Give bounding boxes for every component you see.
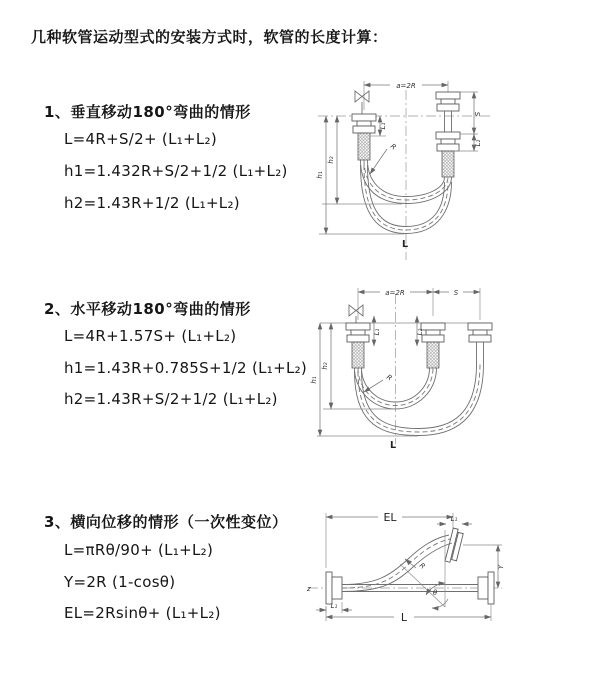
section-2-formula-h2: h2=1.43R+S/2+1/2 (L₁+L₂)	[64, 390, 278, 408]
dim-label-l1: L₁	[379, 122, 387, 130]
dimension-l1-top	[437, 515, 472, 524]
dim-label-s: S	[453, 289, 459, 297]
dim-label-L: L	[389, 440, 397, 451]
flange-right-upper	[436, 92, 460, 111]
diagram-lateral-displacement	[296, 498, 596, 673]
braided-hose-right	[442, 151, 454, 177]
flange-left	[326, 572, 342, 604]
dim-label-s: S	[474, 111, 482, 117]
dimension-s	[433, 289, 480, 297]
pipe-right	[445, 111, 452, 132]
diagram-horizontal-180-bend	[306, 276, 596, 454]
dim-label-r: R	[388, 142, 398, 152]
section-2-formula-L: L=4R+1.57S+ (L₁+L₂)	[64, 327, 237, 345]
valve-icon	[355, 91, 369, 114]
braided-hose-left	[352, 342, 364, 368]
section-3-formula-L: L=πRθ/90+ (L₁+L₂)	[64, 541, 214, 559]
angle-label-theta: θ	[432, 589, 438, 597]
dim-label-h2: h₂	[321, 362, 329, 370]
braided-hose-middle	[427, 342, 439, 368]
section-3-formula-Y: Y=2R (1-cosθ)	[64, 573, 176, 591]
extension-lines-bottom	[319, 204, 404, 234]
dimension-h2	[327, 116, 337, 204]
braided-hose-left	[358, 133, 370, 160]
dim-label-a2r: a=2R	[396, 82, 416, 90]
dimension-l2	[474, 134, 482, 151]
dim-label-l2: L₂	[474, 139, 482, 147]
hose-s-curve	[342, 535, 452, 592]
break-mark-z: z	[307, 585, 311, 593]
dimension-a2r	[358, 288, 480, 320]
section-3-heading: 3、横向位移的情形（一次性变位）	[44, 513, 288, 531]
dimension-h2	[321, 323, 331, 409]
dimension-h1	[310, 323, 320, 436]
dim-label-l1-bottom: L₁	[330, 602, 338, 610]
page-title: 几种软管运动型式的安装方式时，软管的长度计算：	[31, 28, 388, 46]
dim-label-h1: h₁	[310, 376, 318, 384]
section-2-heading: 2、水平移动180°弯曲的情形	[44, 300, 251, 318]
flange-left	[352, 114, 376, 133]
dim-label-h2: h₂	[327, 156, 335, 164]
diagram-vertical-180-bend	[306, 70, 596, 266]
flange-right-displaced	[468, 323, 492, 342]
flange-left	[346, 323, 370, 342]
dim-label-l2: L₂	[416, 328, 424, 336]
dim-label-r: R	[417, 561, 427, 571]
section-2-formula-h1: h1=1.43R+0.785S+1/2 (L₁+L₂)	[64, 359, 308, 377]
dim-label-L: L	[400, 611, 408, 624]
section-1-formula-h2: h2=1.43R+1/2 (L₁+L₂)	[64, 194, 240, 212]
dim-label-a2r: a=2R	[385, 289, 405, 297]
flange-middle	[421, 323, 445, 342]
dim-label-el: EL	[383, 511, 397, 524]
dimension-l1-bottom	[316, 602, 352, 613]
dim-label-h1: h₁	[316, 171, 324, 179]
dimension-L	[326, 604, 491, 624]
valve-icon	[349, 305, 363, 323]
dim-label-l1-top: L₁	[450, 515, 458, 523]
section-1-heading: 1、垂直移动180°弯曲的情形	[44, 103, 251, 121]
section-3-formula-EL: EL=2Rsinθ+ (L₁+L₂)	[64, 604, 221, 622]
pipe-right	[477, 342, 484, 364]
dim-label-y: Y	[497, 564, 505, 570]
dimension-s	[474, 92, 482, 134]
flange-right	[478, 572, 494, 604]
flange-right-lower	[436, 132, 460, 151]
dim-label-l1: L₁	[373, 328, 381, 336]
dim-label-r: R	[384, 373, 394, 383]
radius-callout	[364, 373, 394, 392]
dimension-h1	[316, 116, 326, 234]
dim-label-L: L	[401, 239, 409, 250]
flange-upper-displaced	[445, 528, 464, 564]
section-1-formula-h1: h1=1.432R+S/2+1/2 (L₁+L₂)	[64, 162, 288, 180]
dimension-l1	[373, 316, 381, 346]
section-1-formula-L: L=4R+S/2+ (L₁+L₂)	[64, 130, 218, 148]
dimension-el	[326, 511, 453, 571]
hose-u-displaced-position	[355, 364, 484, 436]
radius-callout	[370, 142, 398, 174]
